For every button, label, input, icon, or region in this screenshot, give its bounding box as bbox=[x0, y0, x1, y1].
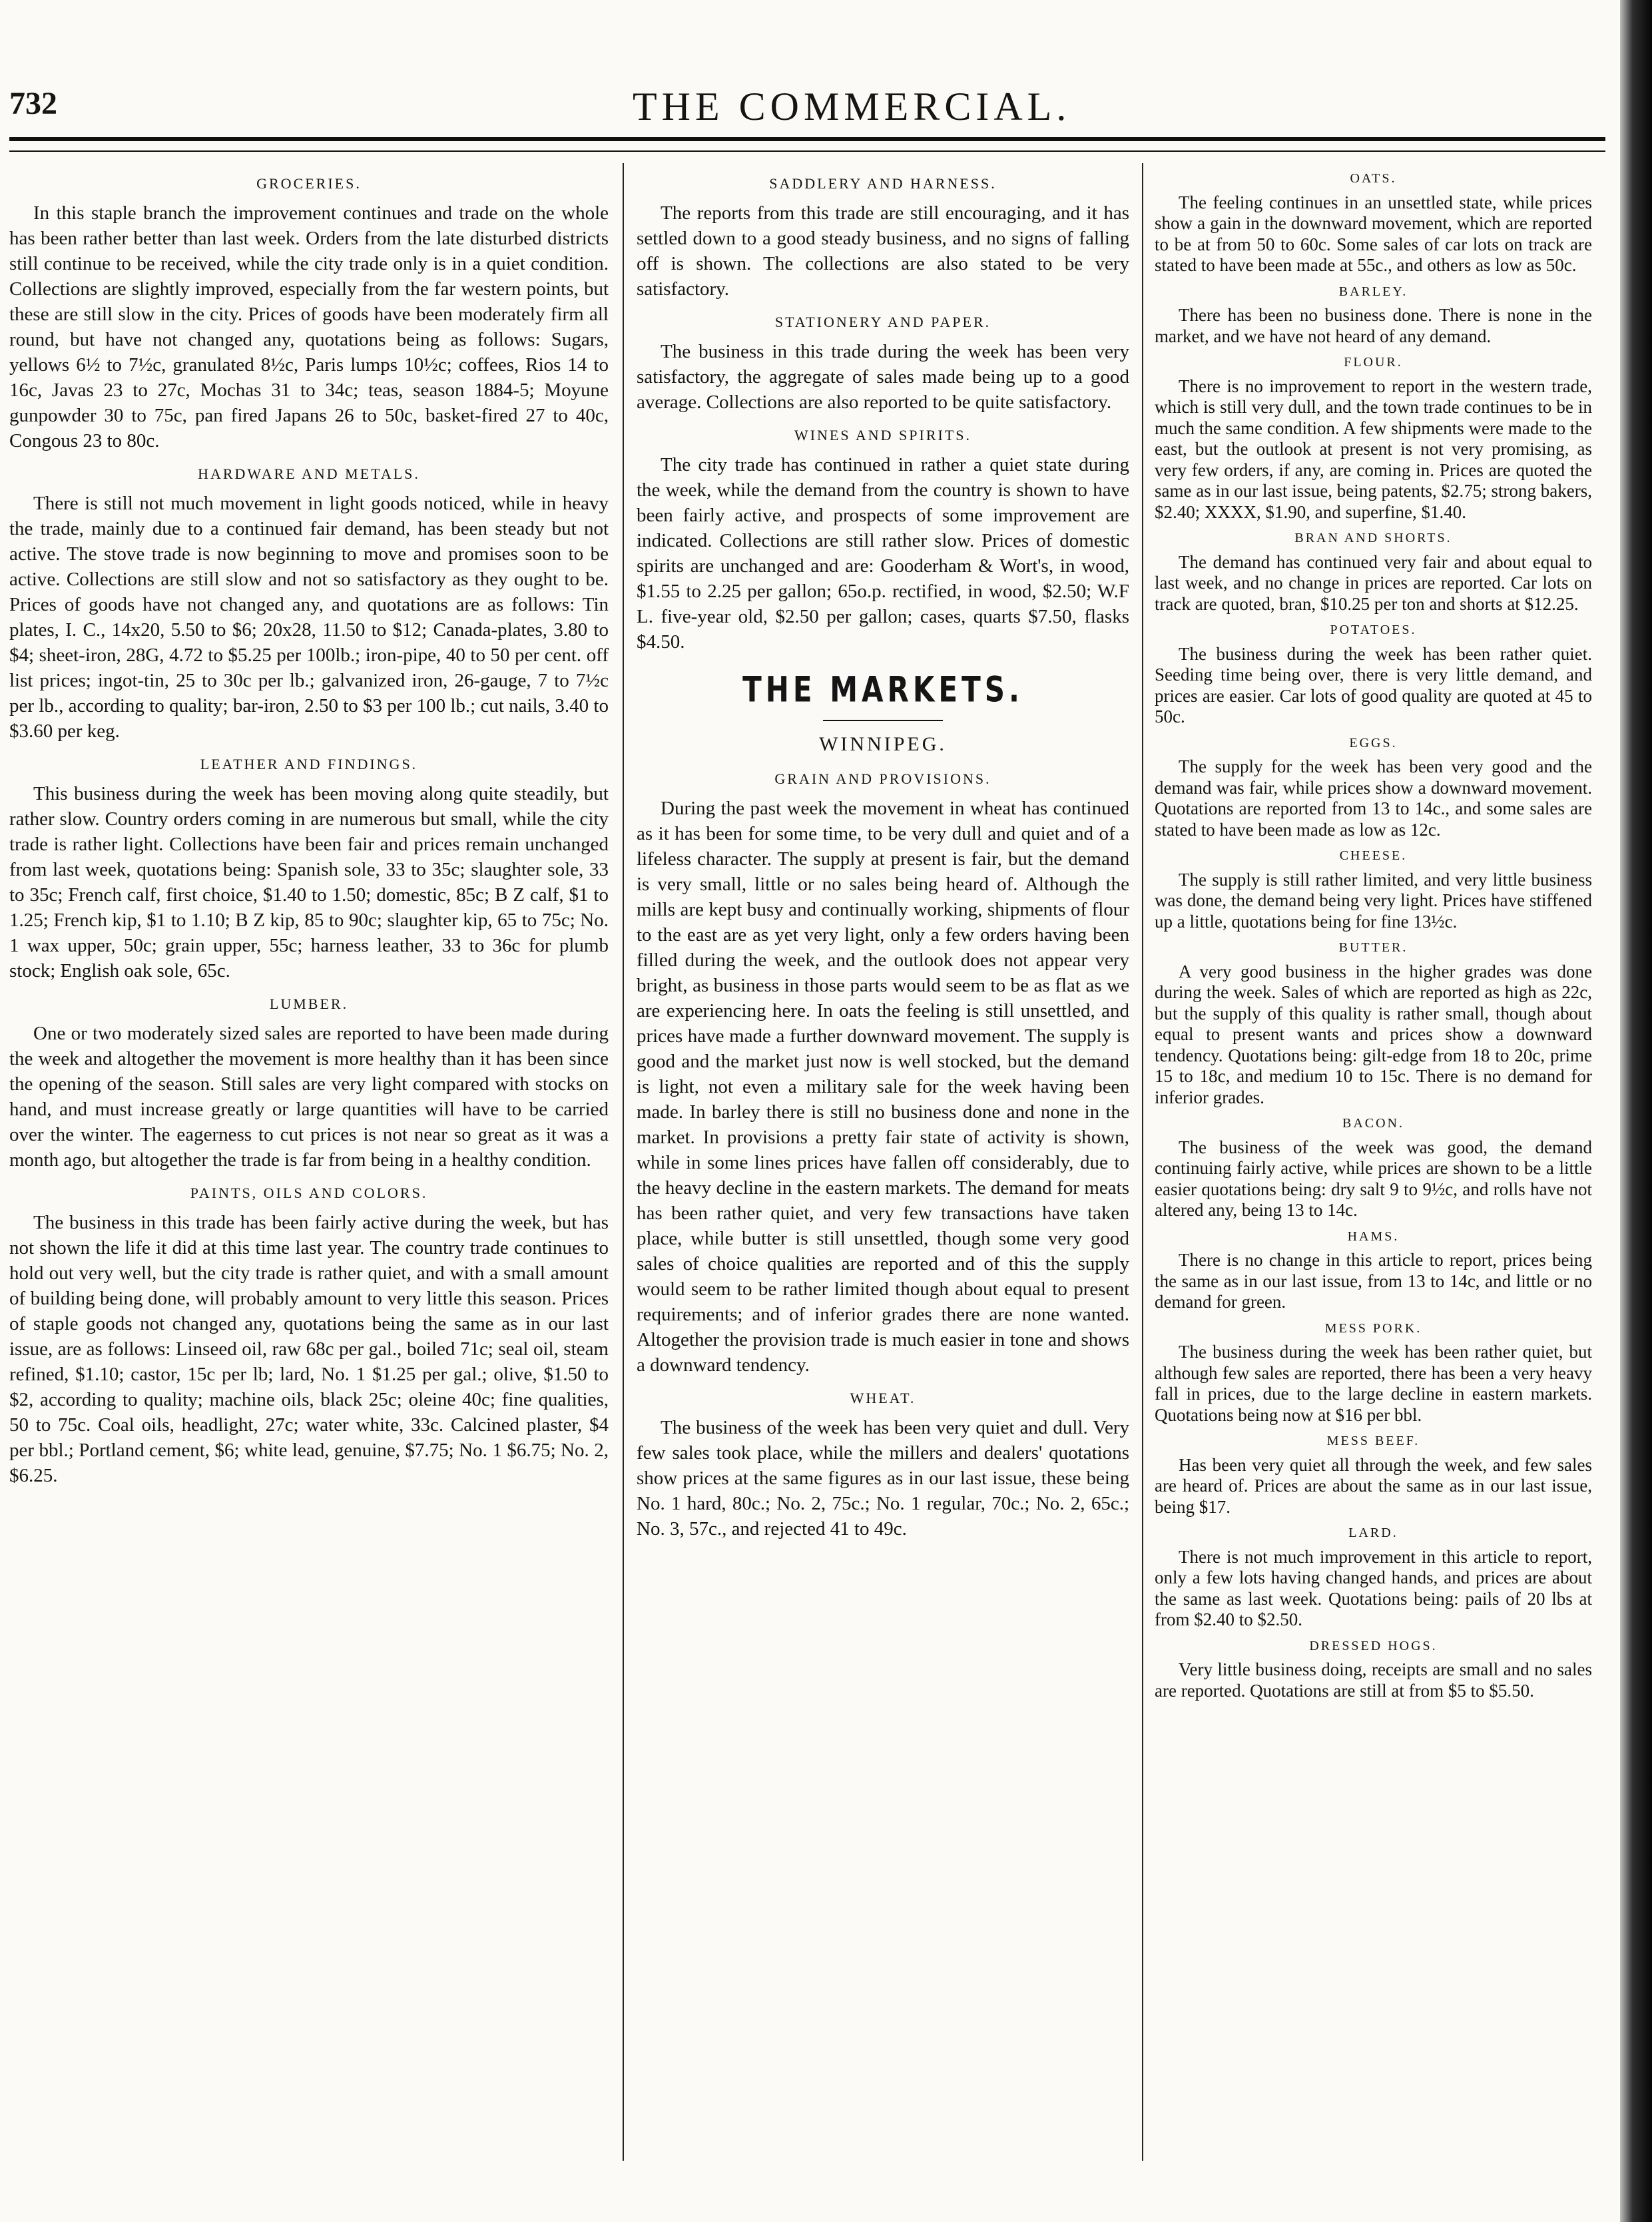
section-heading: GRAIN AND PROVISIONS. bbox=[774, 770, 991, 787]
section-heading: DRESSED HOGS. bbox=[1309, 1638, 1438, 1653]
article-mess-pork bbox=[1155, 1318, 1592, 1426]
section-heading: GROCERIES. bbox=[256, 175, 362, 192]
section-heading: BUTTER. bbox=[1338, 940, 1408, 955]
column-1 bbox=[9, 163, 615, 2197]
section-heading: FLOUR. bbox=[1344, 355, 1403, 370]
column-2 bbox=[630, 163, 1136, 2197]
article-dressed-hogs bbox=[1155, 1636, 1592, 1702]
section-heading: MESS PORK. bbox=[1324, 1320, 1422, 1336]
article-text: There is not much improvement in this article to report, only a few lots having changed hands, and prices are about the same as last week. Quotations being: pails of 20 lbs at from $2.40 to $2.50. bbox=[1155, 1546, 1592, 1629]
article-oats bbox=[1155, 168, 1592, 276]
article-hardware-and-metals bbox=[9, 461, 609, 744]
markets-heading: THE MARKETS. bbox=[742, 669, 1023, 710]
article-bacon bbox=[1155, 1113, 1592, 1221]
article-text: The business in this trade has been fairly active during the week, but has not shown the life it did at this time last year. The country trade continues to hold out very well, but the city trade is rather quiet, and with a small amount of building being done, will probably amount to very little this season. Prices of staple goods not changed any, quotations being the same as in our last issue, are as follows: Linseed oil, raw 68c per gal., boiled 71c; seal oil, steam refined, $1.10; castor, 15c per lb; lard, No. 1 $1.25 per gal.; olive, $1.50 to $2, according to quality; machine oils, black 25c; oleine 40c; fine qualities, 50 to 75c. Coal oils, headlight, 27c; water white, 33c. Calcined plaster, $4 per bbl.; Portland cement, $6; white lead, genuine, $7.75; No. 1 $6.75; No. 2, $6.25. bbox=[9, 1212, 609, 1486]
article-leather-and-findings bbox=[9, 752, 609, 983]
article-text: The demand has continued very fair and about equal to last week, and no change in prices are reported. Car lots on track are quoted, bran, $10.25 per ton and shorts at $12.25. bbox=[1155, 551, 1592, 614]
section-heading: LEATHER AND FINDINGS. bbox=[200, 756, 418, 772]
section-heading: WHEAT. bbox=[850, 1390, 916, 1406]
section-heading: EGGS. bbox=[1349, 735, 1398, 750]
section-heading: HARDWARE AND METALS. bbox=[198, 465, 420, 482]
article-flour bbox=[1155, 352, 1592, 523]
article-lard bbox=[1155, 1523, 1592, 1631]
section-heading: PAINTS, OILS AND COLORS. bbox=[190, 1185, 428, 1201]
article-butter bbox=[1155, 938, 1592, 1108]
article-paints-oils-colors bbox=[9, 1181, 609, 1488]
article-text: The city trade has continued in rather a quiet state during the week, while the demand from the country is shown to have been fairly active, and prospects of some improvement are indicated. Collections are still rather slow. Prices of domestic spirits are unchanged and are: Gooderham & Wort's, in wood, $1.55 to 2.25 per gallon; 65o.p. rectified, in wood, $2.50; W.F L. five-year old, $2.50 per gallon; cases, quarts $7.50, flasks $4.50. bbox=[637, 454, 1129, 653]
article-text: The supply for the week has been very good and the demand was fair, while prices show a downward movement. Quotations are reported from 13 to 14c., and some sales are stated to have been made as low as 12c. bbox=[1155, 756, 1592, 840]
masthead-title: THE COMMERCIAL. bbox=[633, 85, 1071, 129]
article-text: The reports from this trade are still encouraging, and it has settled down to a good steady business, and no signs of falling off is shown. The collections are also stated to be very satisfactory. bbox=[637, 202, 1129, 300]
article-potatoes bbox=[1155, 620, 1592, 728]
city-heading: WINNIPEG. bbox=[819, 733, 947, 755]
article-barley bbox=[1155, 282, 1592, 348]
section-heading: OATS. bbox=[1350, 171, 1397, 186]
article-text: This business during the week has been moving along quite steadily, but rather slow. Country orders coming in are numerous but small, while the city trade is rather light. Collections have been fair and prices remain unchanged from last week, quotations being: Spanish sole, 33 to 35c; slaughter sole, 33 to 35c; French calf, first choice, $1.40 to 1.50; domestic, 85c; B Z calf, $1 to 1.25; French kip, $1 to 1.10; B Z kip, 85 to 90c; slaughter kip, 65 to 75c; No. 1 wax upper, 50c; grain upper, 55c; harness leather, 33 to 36c for plumb stock; English oak sole, 65c. bbox=[9, 783, 609, 981]
section-heading: BACON. bbox=[1342, 1116, 1404, 1131]
markets-divider bbox=[823, 720, 943, 721]
section-heading: STATIONERY AND PAPER. bbox=[774, 314, 991, 330]
article-text: In this staple branch the improvement continues and trade on the whole has been rather better than last week. Orders from the late disturbed districts still continue to be received, while the city trade only is in a quiet condition. Collections are slightly improved, especially from the far western points, but these are still slow in the city. Prices of goods have been moderately firm all round, but have not changed any, quotations being as follows: Sugars, yellows 6½ to 7½c, granulated 8½c, Paris lumps 10½c; coffees, Rios 14 to 16c, Javas 23 to 27c, Mochas 31 to 34c; teas, season 1884-5; Moyune gunpowder 30 to 75c, pan fired Japans 26 to 50c, basket-fired 27 to 40c, Congous 23 to 80c. bbox=[9, 202, 609, 451]
article-bran-and-shorts bbox=[1155, 528, 1592, 615]
section-heading: WINES AND SPIRITS. bbox=[794, 427, 972, 443]
article-text: There is still not much movement in light goods noticed, while in heavy the trade, mainly due to a continued fair demand, has been steady but not active. The stove trade is now beginning to move and promises soon to be active. Collections are still slow and not so satisfactory as they ought to be. Prices of goods have not changed any, and quotations are as follows: Tin plates, I. C., 14x20, 5.50 to $6; 20x28, 11.50 to $12; Canada-plates, 3.80 to $4; sheet-iron, 28G, 4.72 to $5.25 per 100lb.; iron-pipe, 40 to 50 per cent. off list prices; ingot-tin, 25 to 30c per lb.; galvanized iron, 26-gauge, 7 to 7½c per lb., according to quality; bar-iron, 2.50 to $3 per 100 lb.; cut nails, 3.40 to $3.60 per keg. bbox=[9, 493, 609, 742]
section-heading: BRAN AND SHORTS. bbox=[1294, 531, 1452, 545]
article-text: The business during the week has been rather quiet, but although few sales are reported, there has been a very heavy fall in prices, due to the large decline in eastern markets. Quotations being now at $16 per bbl. bbox=[1155, 1342, 1592, 1425]
article-text: Very little business doing, receipts are small and no sales are reported. Quotations are still at from $5 to $5.50. bbox=[1155, 1659, 1592, 1701]
column-3 bbox=[1148, 163, 1592, 2197]
article-text: The feeling continues in an unsettled state, while prices show a gain in the downward movement, which are reported to be at from 50 to 60c. Some sales of car lots on track are stated to have been made at 55c., and others as low as 50c. bbox=[1155, 192, 1592, 275]
article-saddlery-and-harness bbox=[637, 171, 1129, 302]
section-heading: SADDLERY AND HARNESS. bbox=[769, 175, 997, 192]
article-wheat bbox=[637, 1386, 1129, 1541]
article-text: One or two moderately sized sales are reported to have been made during the week and altogether the movement is more healthy than it has been since the opening of the season. Still sales are very light compared with stocks on hand, and must increase greatly or large quantities will have to be carried over the winter. The eagerness to cut prices is not near so great as it was a month ago, but altogether the trade is far from being in a healthy condition. bbox=[9, 1023, 609, 1171]
section-heading: HAMS. bbox=[1347, 1229, 1400, 1244]
page-number: 732 bbox=[9, 86, 57, 121]
article-text: A very good business in the higher grades was done during the week. Sales of which are reported as high as 22c, but the supply of this quality is rather small, though about equal to present wants and prices show a downward tendency. Quotations being: gilt-edge from 18 to 20c, prime 15 to 18c, and medium 10 to 15c. There is no demand for inferior grades. bbox=[1155, 961, 1592, 1107]
section-heading: LARD. bbox=[1348, 1526, 1398, 1540]
article-grain-and-provisions bbox=[637, 766, 1129, 1378]
article-groceries bbox=[9, 171, 609, 453]
scan-binding-edge bbox=[1620, 0, 1652, 2222]
masthead-rule-thin bbox=[9, 150, 1605, 152]
article-wines-and-spirits bbox=[637, 423, 1129, 655]
section-heading: MESS BEEF. bbox=[1326, 1434, 1420, 1448]
column-divider bbox=[623, 163, 624, 2161]
article-text: There is no change in this article to report, prices being the same as in our last issue, from 13 to 14c, and little or no demand for green. bbox=[1155, 1250, 1592, 1312]
article-hams bbox=[1155, 1227, 1592, 1313]
article-lumber bbox=[9, 991, 609, 1173]
section-heading: POTATOES. bbox=[1330, 623, 1417, 637]
article-text: There has been no business done. There is none in the market, and we have not heard of any demand. bbox=[1155, 305, 1592, 346]
article-stationery-and-paper bbox=[637, 310, 1129, 415]
article-text: The supply is still rather limited, and very little business was done, the demand being very light. Prices have stiffened up a little, quotations being for fine 13½c. bbox=[1155, 869, 1592, 932]
column-divider bbox=[1142, 163, 1143, 2161]
article-text: There is no improvement to report in the western trade, which is still very dull, and the town trade continues to be in much the same condition. A few shipments were made to the east, but the outlook at present is not very promising, as very few orders, if any, are coming in. Prices are quoted the same as in our last issue, being patents, $2.75; strong bakers, $2.40; XXXX, $1.90, and superfine, $1.40. bbox=[1155, 376, 1592, 522]
section-heading: BARLEY. bbox=[1338, 284, 1408, 299]
article-text: The business of the week was good, the demand continuing fairly active, while prices are shown to be a little easier quotations being: dry salt 9 to 9½c, and rolls have not altered any, being 13 to 14c. bbox=[1155, 1137, 1592, 1220]
section-heading: CHEESE. bbox=[1339, 848, 1408, 863]
article-eggs bbox=[1155, 733, 1592, 841]
article-text: During the past week the movement in wheat has continued as it has been for some time, to be very dull and quiet and of a lifeless character. The supply at present is fair, but the demand is very small, little or no sales being heard of. Although the mills are kept busy and continually working, shipments of flour to the east are as yet very light, only a few orders having been filled during the week, and the outlook does not appear very bright, as business in those parts would seem to be as flat as we are experiencing here. In oats the feeling is still unsettled, and prices have made a further downward movement. The supply is good and the market just now is well stocked, but the demand is light, not even a military sale for the week having been made. In barley there is still no business done and none in the market. In provisions a pretty fair state of activity is shown, while in some lines prices have fallen off considerably, due to the heavy decline in the eastern markets. The demand for meats has been rather quiet, and very few transactions have taken place, while butter is still unsettled, though some very good sales of choice qualities are reported and of this the supply would seem to be rather limited though about equal to present requirements; and of inferior grades there are none wanted. Altogether the provision trade is much easier in tone and shows a downward tendency. bbox=[637, 798, 1129, 1376]
article-text: Has been very quiet all through the week, and few sales are heard of. Prices are about the same as in our last issue, being $17. bbox=[1155, 1454, 1592, 1517]
article-cheese bbox=[1155, 846, 1592, 932]
article-text: The business of the week has been very quiet and dull. Very few sales took place, while the millers and dealers' quotations show prices at the same figures as in our last issue, these being No. 1 hard, 80c.; No. 2, 75c.; No. 1 regular, 70c.; No. 2, 65c.; No. 3, 57c., and rejected 41 to 49c. bbox=[637, 1417, 1129, 1539]
article-text: The business in this trade during the week has been very satisfactory, the aggregate of sales made being up to a good average. Collections are also reported to be quite satisfactory. bbox=[637, 341, 1129, 413]
section-heading: LUMBER. bbox=[269, 995, 349, 1012]
masthead-rule-thick bbox=[9, 137, 1605, 141]
article-text: The business during the week has been rather quiet. Seeding time being over, there is very little demand, and prices are easier. Car lots of good quality are quoted at 45 to 50c. bbox=[1155, 643, 1592, 726]
article-mess-beef bbox=[1155, 1431, 1592, 1518]
